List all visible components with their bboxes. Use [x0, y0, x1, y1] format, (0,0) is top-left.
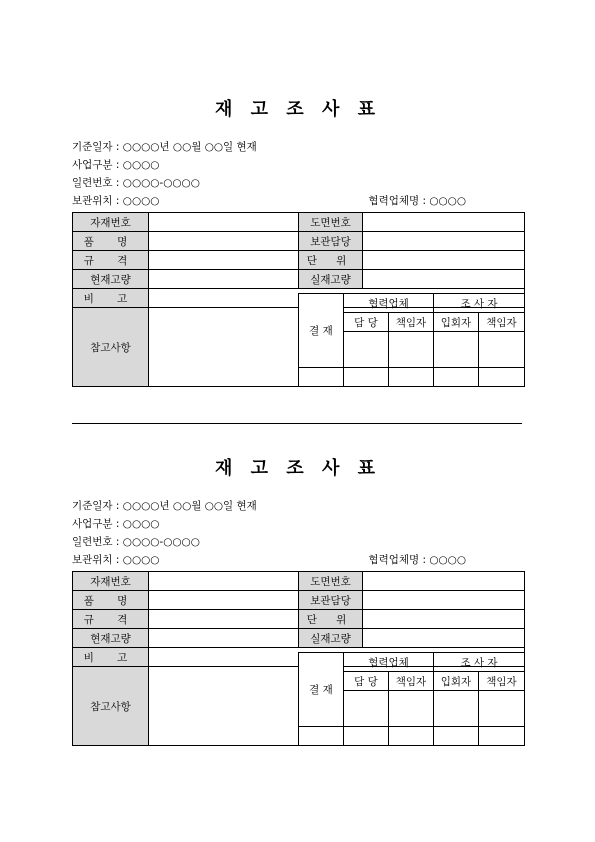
approval-footer-blank: [298, 368, 343, 387]
references-area: [149, 656, 525, 746]
form-meta: [72, 497, 524, 569]
sign-responsible-2[interactable]: [478, 691, 524, 727]
approval-footer-blank: [298, 727, 343, 746]
header-inspector: 조 사 자: [433, 653, 524, 672]
value-unit[interactable]: [363, 610, 525, 629]
storage-location: 보관위치 : ○○○○: [72, 195, 160, 207]
header-witness: 입회자: [433, 672, 478, 691]
storage-location: 보관위치 : ○○○○: [72, 554, 160, 566]
value-material-no[interactable]: [149, 213, 299, 232]
label-storage-manager: 보관담당: [299, 591, 363, 610]
value-storage-manager[interactable]: [363, 232, 525, 251]
base-date: 기준일자 : ○○○○년 ○○월 ○○일 현재: [72, 500, 257, 512]
label-actual-stock: 실재고량: [299, 270, 363, 289]
header-responsible-2: 책임자: [478, 672, 524, 691]
serial-number: 일련번호 : ○○○○-○○○○: [72, 177, 200, 189]
label-remarks: 비 고: [73, 289, 149, 308]
sign-responsible[interactable]: [388, 332, 433, 368]
label-drawing-no: 도면번호: [299, 213, 363, 232]
sign-witness[interactable]: [433, 332, 478, 368]
approval-table: [298, 293, 525, 387]
partner-name: 협력업체명 : ○○○○: [368, 195, 466, 207]
label-actual-stock: 실재고량: [299, 629, 363, 648]
date-responsible-2[interactable]: [478, 727, 524, 746]
label-remarks: 비 고: [73, 648, 149, 667]
header-inspector: 조 사 자: [433, 294, 524, 313]
partner-name: 협력업체명 : ○○○○: [368, 554, 466, 566]
form-title: 재 고 조 사 표: [214, 458, 381, 479]
base-date: 기준일자 : ○○○○년 ○○월 ○○일 현재: [72, 141, 257, 153]
value-storage-manager[interactable]: [363, 591, 525, 610]
value-unit[interactable]: [363, 251, 525, 270]
date-in-charge[interactable]: [343, 368, 388, 387]
business-type: 사업구분 : ○○○○: [72, 518, 160, 530]
date-witness[interactable]: [433, 368, 478, 387]
sign-in-charge[interactable]: [343, 691, 388, 727]
value-item-name[interactable]: [149, 591, 299, 610]
header-responsible-2: 책임자: [478, 313, 524, 332]
label-references: 참고사항: [73, 667, 149, 746]
header-in-charge: 담 당: [343, 672, 388, 691]
cut-line-divider: [72, 423, 522, 424]
business-type: 사업구분 : ○○○○: [72, 159, 160, 171]
approval-table: [298, 652, 525, 746]
date-witness[interactable]: [433, 727, 478, 746]
header-partner: 협력업체: [343, 653, 433, 672]
value-current-stock[interactable]: [149, 629, 299, 648]
label-current-stock: 현재고량: [73, 270, 149, 289]
value-drawing-no[interactable]: [363, 213, 525, 232]
header-responsible: 책임자: [388, 672, 433, 691]
date-responsible[interactable]: [388, 368, 433, 387]
sign-responsible-2[interactable]: [478, 332, 524, 368]
value-actual-stock[interactable]: [363, 629, 525, 648]
label-material-no: 자재번호: [73, 572, 149, 591]
value-spec[interactable]: [149, 251, 299, 270]
label-item-name: 품 명: [73, 591, 149, 610]
sign-witness[interactable]: [433, 691, 478, 727]
label-approval: 결 재: [298, 294, 343, 368]
label-item-name: 품 명: [73, 232, 149, 251]
header-in-charge: 담 당: [343, 313, 388, 332]
sign-in-charge[interactable]: [343, 332, 388, 368]
label-spec: 규 격: [73, 251, 149, 270]
value-item-name[interactable]: [149, 232, 299, 251]
label-approval: 결 재: [298, 653, 343, 727]
value-actual-stock[interactable]: [363, 270, 525, 289]
inventory-form-1: [72, 96, 524, 387]
header-responsible: 책임자: [388, 313, 433, 332]
value-material-no[interactable]: [149, 572, 299, 591]
sign-responsible[interactable]: [388, 691, 433, 727]
inventory-form-2: [72, 455, 524, 746]
form-meta: [72, 138, 524, 210]
label-material-no: 자재번호: [73, 213, 149, 232]
label-drawing-no: 도면번호: [299, 572, 363, 591]
label-unit: 단 위: [299, 251, 363, 270]
inventory-table: [72, 571, 525, 746]
date-responsible[interactable]: [388, 727, 433, 746]
header-partner: 협력업체: [343, 294, 433, 313]
value-spec[interactable]: [149, 610, 299, 629]
value-current-stock[interactable]: [149, 270, 299, 289]
label-unit: 단 위: [299, 610, 363, 629]
form-title: 재 고 조 사 표: [214, 99, 381, 120]
value-drawing-no[interactable]: [363, 572, 525, 591]
label-current-stock: 현재고량: [73, 629, 149, 648]
label-references: 참고사항: [73, 308, 149, 387]
label-storage-manager: 보관담당: [299, 232, 363, 251]
header-witness: 입회자: [433, 313, 478, 332]
inventory-table: [72, 212, 525, 387]
date-in-charge[interactable]: [343, 727, 388, 746]
date-responsible-2[interactable]: [478, 368, 524, 387]
label-spec: 규 격: [73, 610, 149, 629]
references-area: [149, 297, 525, 387]
serial-number: 일련번호 : ○○○○-○○○○: [72, 536, 200, 548]
